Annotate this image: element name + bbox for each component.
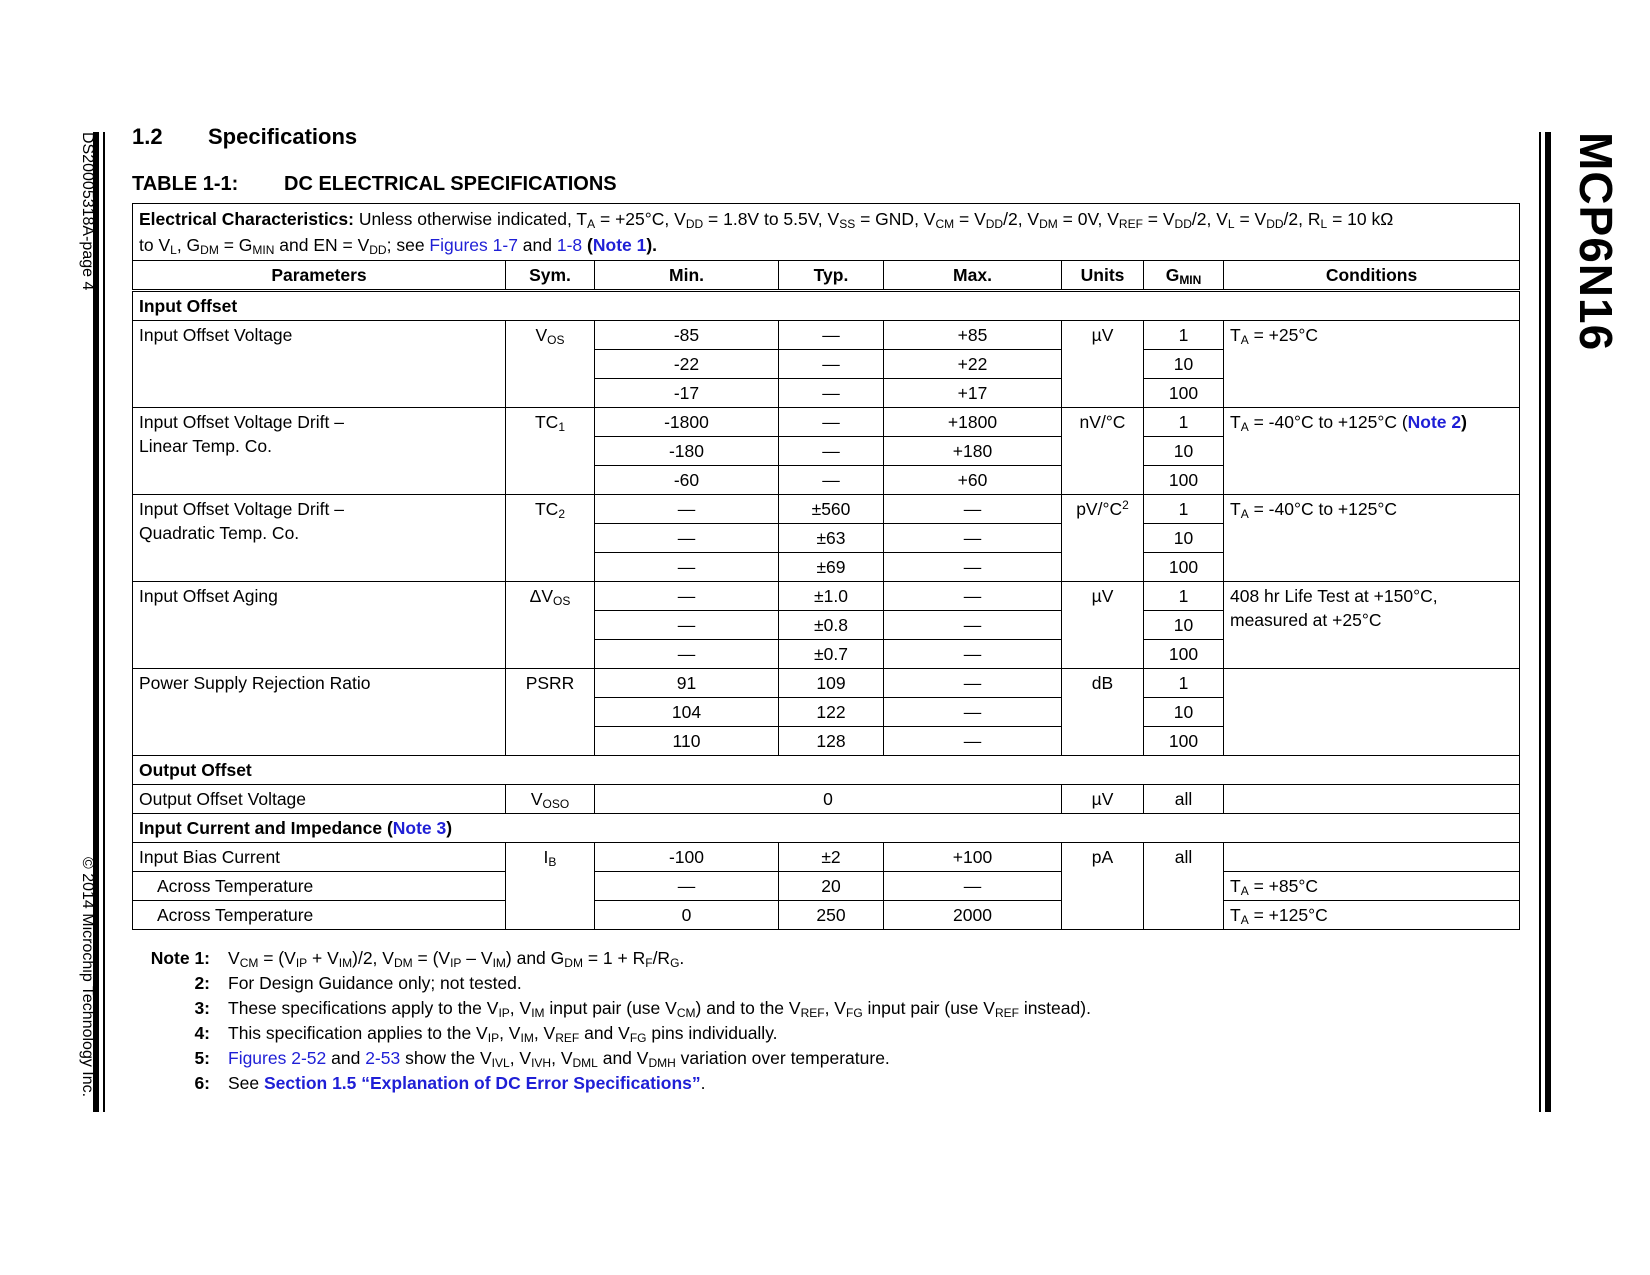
cond-aging: 408 hr Life Test at +150°C, measured at +25°C [1224,582,1520,669]
note-3: 3: These specifications apply to the $V_{IP}$, $V_{IM}$ input pair (use $V_{CM}$) and to the $V_{REF}$, $V_{FG}$ input pair (use $V_{REF}$ instead). [194,998,1091,1020]
sym-psrr: PSRR [506,669,595,756]
param-output-offset-voltage: Output Offset Voltage [133,785,506,814]
header-min: Min. [595,261,779,291]
table-row: — ±69 — 100 [133,553,1520,582]
table-row: Across Temperature — 20 — $T_A = +85^\circ C$ [133,872,1520,901]
table-row: — ±0.8 — 10 [133,611,1520,640]
group-row [133,291,1520,321]
sym-vos: $V_{OS}$ [506,321,595,408]
section-number: 1.2 [132,124,163,149]
header-gmin: $G_{MIN}$ [1144,261,1224,291]
sym-aging: $\Delta V_{OS}$ [506,582,595,669]
units-psrr: dB [1062,669,1144,756]
copyright: © 2014 Microchip Technology Inc. [79,857,96,1098]
link-note-1[interactable]: Note 1 [592,235,647,255]
note-6: 6: See Section 1.5 “Explanation of DC Error Specifications”. [194,1073,706,1093]
table-row: -180 — +180 10 [133,437,1520,466]
link-note-2[interactable]: Note 2 [1407,412,1462,432]
header-row [133,261,1520,291]
table-row: Input Offset Voltage $V_{OS}$ -85 — +85 µV 1 $T_A = +25^\circ C$ [133,321,1520,350]
table-title: DC ELECTRICAL SPECIFICATIONS [284,173,617,195]
link-figure-2-53[interactable]: 2-53 [365,1048,401,1068]
value-voso: 0 [595,785,1062,814]
units-aging: µV [1062,582,1144,669]
doc-reference: DS20005318A-page 4 [79,132,96,291]
group-output-offset: Output Offset [133,756,1520,785]
note-4: 4: This specification applies to the $V_{IP}$, $V_{IM}$, $V_{REF}$ and $V_{FG}$ pins individually. [194,1023,778,1045]
link-figure-1-8[interactable]: 1-8 [556,235,583,255]
left-sidebar-bottom [78,857,96,1117]
group-input-current: Input Current and Impedance (Note 3) [133,814,1520,843]
table-row: Power Supply Rejection Ratio PSRR 91 109 — dB 1 [133,669,1520,698]
gmin-ib: all [1144,843,1224,930]
table-row: -22 — +22 10 [133,350,1520,379]
table-row: Across Temperature 0 250 2000 $T_A = +125^\circ C$ [133,901,1520,930]
units-vos: µV [1062,321,1144,408]
header-parameters: Parameters [133,261,506,291]
table-number: TABLE 1-1: [132,173,239,195]
link-section-1-5[interactable]: Section 1.5 “Explanation of DC Error Specifications” [264,1073,701,1093]
table-caption [132,173,617,196]
param-input-offset-voltage: Input Offset Voltage [133,321,506,408]
header-max: Max. [884,261,1062,291]
units-tc1: nV/°C [1062,408,1144,495]
table-row: — ±0.7 — 100 [133,640,1520,669]
param-tc2: Input Offset Voltage Drift – Quadratic Temp. Co. [133,495,506,582]
table-row: Input Offset Aging $\Delta V_{OS}$ — ±1.0 — µV 1 408 hr Life Test at +150°C, measured at +25°C [133,582,1520,611]
table-row: Input Offset Voltage Drift – Linear Temp. Co. $TC_1$ -1800 — +1800 nV/°C 1 $T_A = -40^\circ C$ to +125°C (Note 2) [133,408,1520,437]
right-sidebar [1563,132,1623,432]
param-input-bias-current: Input Bias Current [133,843,506,872]
table-row: — ±63 — 10 [133,524,1520,553]
cond-tc1: $T_A = -40^\circ C$ to +125°C (Note 2) [1224,408,1520,495]
param-tc1: Input Offset Voltage Drift – Linear Temp. Co. [133,408,506,495]
header-typ: Typ. [779,261,884,291]
left-rule-thin [103,132,105,1112]
group-row [133,814,1520,843]
right-rule-thin [1539,132,1541,1112]
part-number: MCP6N16 [1570,132,1622,352]
table-row: 110 128 — 100 [133,727,1520,756]
header-units: Units [1062,261,1144,291]
group-input-offset: Input Offset [133,291,1520,321]
table-row: Input Offset Voltage Drift – Quadratic Temp. Co. $TC_2$ — ±560 — $pV/^\circ C^2$ 1 $T_A = -40^\circ C$ to +125°C [133,495,1520,524]
table-row: -60 — +60 100 [133,466,1520,495]
note-2: 2: For Design Guidance only; not tested. [194,973,522,993]
units-ib: pA [1062,843,1144,930]
link-figures-2-52[interactable]: Figures 2-52 [228,1048,327,1068]
sym-ib: $I_B$ [506,843,595,930]
table-notes [138,946,1091,1096]
dc-specifications-table [132,203,1520,930]
sym-tc2: $TC_2$ [506,495,595,582]
header-conditions: Conditions [1224,261,1520,291]
table-row: -17 — +17 100 [133,379,1520,408]
note-1: Note 1: $V_{CM} = (V_{IP} + V_{IM})/2$, $V_{DM} = (V_{IP} - V_{IM})$ and $G_{DM} = 1 + R_F/R_G$. [150,948,685,970]
electrical-characteristics-row [133,204,1520,261]
cond-vos: $T_A = +25^\circ C$ [1224,321,1520,408]
sym-voso: $V_{OSO}$ [506,785,595,814]
section-title: Specifications [208,124,358,149]
right-rule-thick [1545,132,1551,1112]
note-5: 5: Figures 2-52 and 2-53 show the $V_{IVL}$, $V_{IVH}$, $V_{DML}$ and $V_{DMH}$ variation over temperature. [194,1048,890,1070]
table-row: Input Bias Current $I_B$ -100 ±2 +100 pA all [133,843,1520,872]
section-heading [132,124,357,150]
sym-tc1: $TC_1$ [506,408,595,495]
param-psrr: Power Supply Rejection Ratio [133,669,506,756]
electrical-characteristics: Electrical Characteristics: Unless otherwise indicated, $T_A = +25^\circ C$, $V_{DD} = 1.8V$ to 5.5V, $V_{SS}$ = GND, $V_{CM} = V_{DD}/2$, $V_{DM} = 0V$, $V_{REF} = V_{DD}/2$, $V_L = V_{DD}/2$, $R_L = 10$ kΩ to $V_L$, $G_{DM} = G_{MIN}$ and EN = $V_{DD}$; see Figures 1-7 and 1-8 (Note 1). [133,204,1520,261]
table-row: Output Offset Voltage $V_{OSO}$ 0 µV all [133,785,1520,814]
table-row: 104 122 — 10 [133,698,1520,727]
link-figures-1-7[interactable]: Figures 1-7 [429,235,518,255]
units-tc2: $pV/^\circ C^2$ [1062,495,1144,582]
param-input-offset-aging: Input Offset Aging [133,582,506,669]
header-sym: Sym. [506,261,595,291]
group-row [133,756,1520,785]
link-note-3[interactable]: Note 3 [392,818,447,838]
cond-tc2: $T_A = -40^\circ C$ to +125°C [1224,495,1520,582]
cond-psrr [1224,669,1520,756]
